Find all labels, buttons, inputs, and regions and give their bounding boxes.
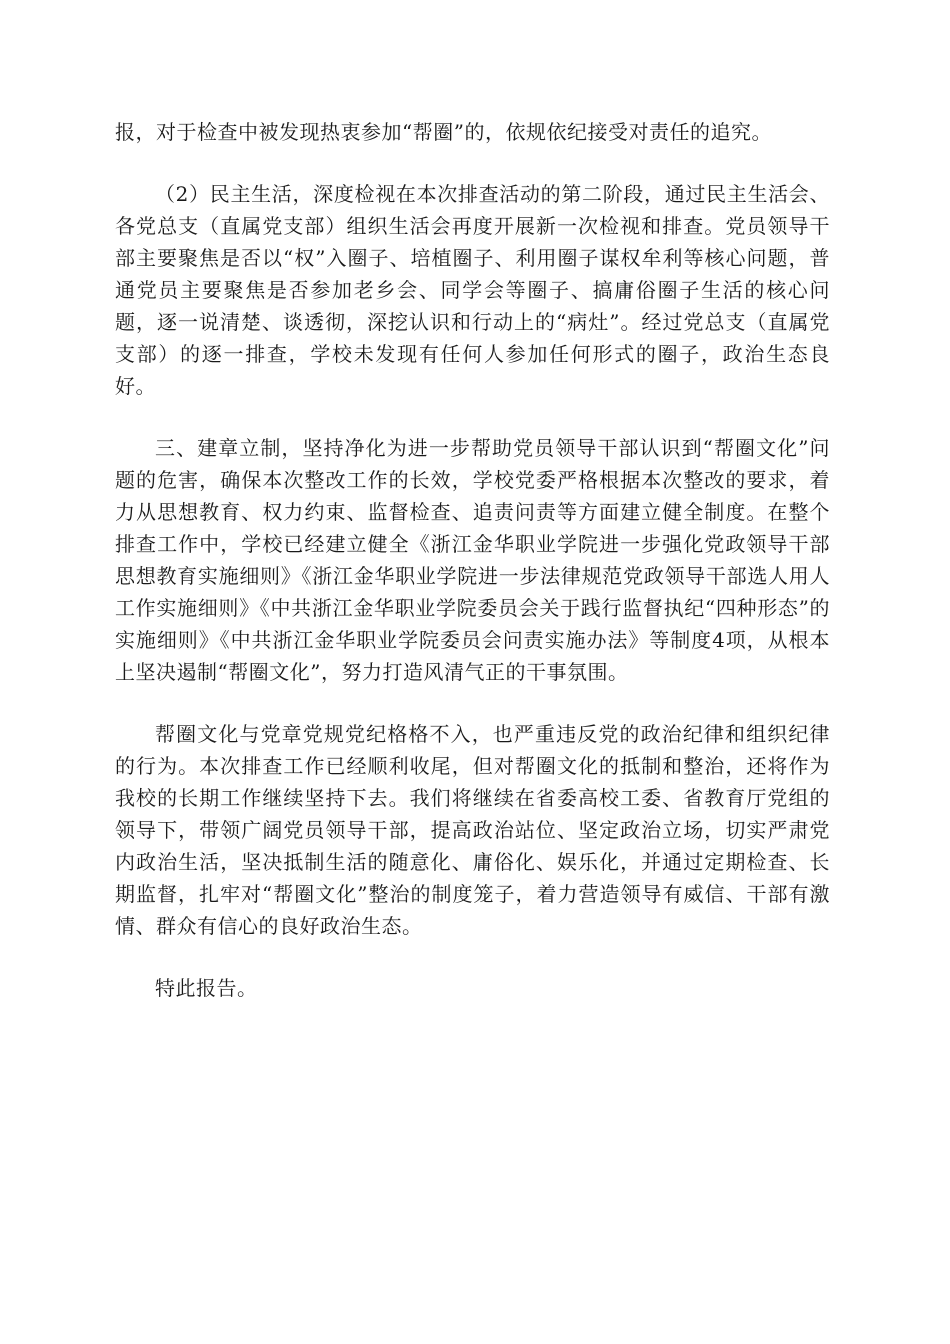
document-body <box>115 116 830 1004</box>
paragraph-rules-system: 三、建章立制，坚持净化为进一步帮助党员领导干部认识到“帮圈文化”问题的危害，确保本次整改工作的长效，学校党委严格根据本次整改的要求，着力从思想教育、权力约束、监督检查、追责问责等方面建立健全制度。在整个排查工作中，学校已经建立健全《浙江金华职业学院进一步强化党政领导干部思想教育实施细则》《浙江金华职业学院进一步法律规范党政领导干部选人用人工作实施细则》《中共浙江金华职业学院委员会关于践行监督执纪“四种形态”的实施细则》《中共浙江金华职业学院委员会问责实施办法》等制度4项，从根本上坚决遏制“帮圈文化”，努力打造风清气正的干事氛围。 <box>115 436 830 684</box>
paragraph-closing: 特此报告。 <box>155 976 258 1000</box>
paragraph-democratic-life: （2）民主生活，深度检视在本次排查活动的第二阶段，通过民主生活会、各党总支（直属党支部）组织生活会再度开展新一次检视和排查。党员领导干部主要聚焦是否以“权”入圈子、培植圈子、利用圈子谋权牟利等核心问题，普通党员主要聚焦是否参加老乡会、同学会等圈子、搞庸俗圈子生活的核心问题，逐一说清楚、谈透彻，深挖认识和行动上的“病灶”。经过党总支（直属党支部）的逐一排查，学校未发现有任何人参加任何形式的圈子，政治生态良好。 <box>115 182 830 398</box>
paragraph-conclusion: 帮圈文化与党章党规党纪格格不入，也严重违反党的政治纪律和组织纪律的行为。本次排查工作已经顺利收尾，但对帮圈文化的抵制和整治，还将作为我校的长期工作继续坚持下去。我们将继续在省委高校工委、省教育厅党组的领导下，带领广阔党员领导干部，提高政治站位、坚定政治立场，切实严肃党内政治生活，坚决抵制生活的随意化、庸俗化、娱乐化，并通过定期检查、长期监督，扎牢对“帮圈文化”整治的制度笼子，着力营造领导有威信、干部有激情、群众有信心的良好政治生态。 <box>115 722 830 938</box>
paragraph-continuation: 报，对于检查中被发现热衷参加“帮圈”的，依规依纪接受对责任的追究。 <box>115 120 772 144</box>
